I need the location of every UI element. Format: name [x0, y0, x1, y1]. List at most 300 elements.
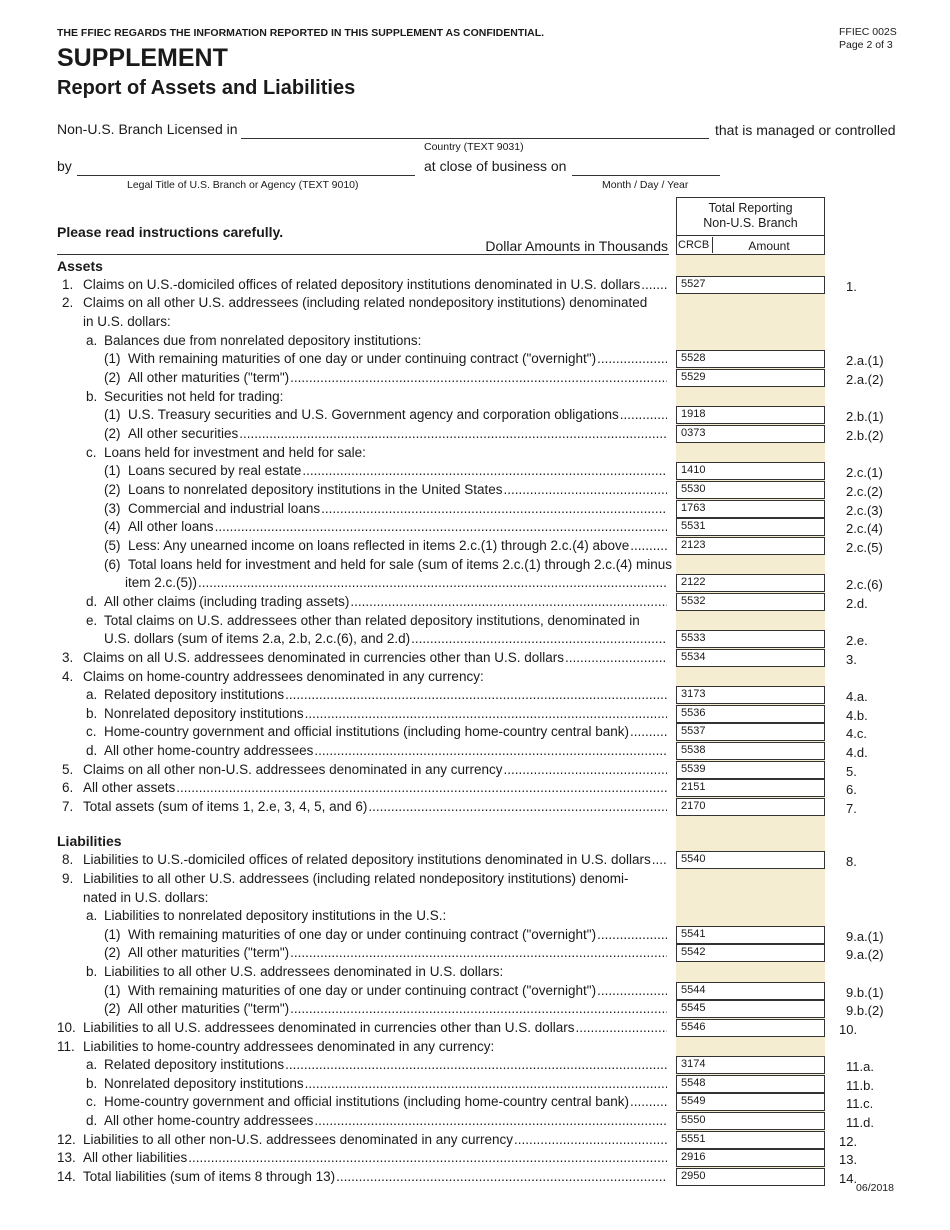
crcb-code: 5548 [676, 1075, 713, 1093]
item-reference: 4.d. [846, 745, 868, 760]
item-reference: 2.a.(2) [846, 372, 884, 387]
line-item-caption [83, 314, 171, 329]
dot-leader [576, 1020, 667, 1035]
line-item [0, 481, 950, 500]
amount-input[interactable] [712, 723, 825, 741]
line-item [0, 1019, 950, 1038]
date-input[interactable] [572, 175, 720, 176]
line-item-caption [83, 295, 647, 310]
line-item-caption [128, 519, 668, 534]
licensed-label: Non-U.S. Branch Licensed in [57, 121, 238, 137]
line-item-number: 10. [57, 1020, 76, 1035]
item-reference: 9.b.(1) [846, 985, 884, 1000]
dot-leader [176, 780, 667, 795]
dot-leader [652, 852, 667, 867]
line-item-caption [104, 1076, 668, 1091]
dot-leader [285, 1057, 667, 1072]
line-item [0, 369, 950, 388]
line-item [0, 779, 950, 798]
date-caption: Month / Day / Year [602, 179, 689, 191]
line-item-number: (4) [104, 519, 121, 534]
crcb-code: 5537 [676, 723, 713, 741]
line-item-text: Home-country government and official institutions (including home-country central bank) [104, 724, 630, 739]
page-title: SUPPLEMENT [57, 44, 228, 72]
line-item-caption [104, 964, 503, 979]
crcb-code: 5540 [676, 851, 713, 869]
amount-input[interactable] [712, 1056, 825, 1074]
line-item-text: Loans to nonrelated depository institutions in the United States [128, 482, 503, 497]
item-reference: 2.c.(1) [846, 465, 883, 480]
line-item [0, 1075, 950, 1094]
line-item-number: 14. [57, 1169, 76, 1184]
line-item-number: a. [86, 908, 98, 923]
line-item [0, 851, 950, 870]
line-item-number: d. [86, 1113, 98, 1128]
line-item-text: Liabilities to nonrelated depository institutions in the U.S.: [104, 908, 447, 923]
line-item-text: Total loans held for investment and held for sale (sum of items 2.c.(1) through 2.c.(4) minus [128, 557, 673, 572]
amount-input[interactable] [712, 649, 825, 667]
line-item [0, 982, 950, 1001]
amount-input[interactable] [712, 276, 825, 294]
line-item [0, 425, 950, 444]
item-reference: 12. [839, 1134, 858, 1149]
line-item-text: All other loans [128, 519, 214, 534]
line-item-text: All other home-country addressees [104, 1113, 314, 1128]
revision-date: 06/2018 [856, 1182, 894, 1194]
line-item-number: e. [86, 613, 98, 628]
line-item-text: All other securities [128, 426, 239, 441]
line-item-text: Securities not held for trading: [104, 389, 284, 404]
line-item-caption [104, 706, 668, 721]
assets-heading: Assets [57, 258, 103, 274]
line-item-text: Related depository institutions [104, 687, 285, 702]
line-item-number: 3. [62, 650, 74, 665]
item-reference: 3. [846, 652, 857, 667]
dot-leader [215, 519, 667, 534]
dot-leader [336, 1169, 667, 1184]
crcb-code: 5551 [676, 1131, 713, 1149]
crcb-code: 5529 [676, 369, 713, 387]
amount-input[interactable] [712, 350, 825, 368]
item-reference: 1. [846, 279, 857, 294]
item-reference: 2.d. [846, 596, 868, 611]
line-item-caption [104, 743, 668, 758]
line-item-caption [128, 501, 668, 516]
amount-input[interactable] [712, 406, 825, 424]
line-item-number: (2) [104, 370, 121, 385]
line-item [0, 294, 950, 313]
line-item-number: a. [86, 687, 98, 702]
crcb-code: 2950 [676, 1168, 713, 1186]
line-item-text: nated in U.S. dollars: [83, 890, 209, 905]
amount-input[interactable] [712, 705, 825, 723]
item-reference: 2.c.(3) [846, 503, 883, 518]
page-subtitle: Report of Assets and Liabilities [57, 77, 356, 99]
line-item-text: Liabilities to all other U.S. addressees (including related nondepository institutions) denomi- [83, 871, 629, 886]
by-label: by [57, 158, 72, 174]
line-item [0, 1112, 950, 1131]
crcb-code: 5546 [676, 1019, 713, 1037]
item-reference: 2.c.(2) [846, 484, 883, 499]
amount-input[interactable] [712, 1149, 825, 1167]
line-item [0, 574, 950, 593]
amount-input[interactable] [712, 593, 825, 611]
line-item-number: 6. [62, 780, 74, 795]
line-item-caption [104, 724, 668, 739]
line-item-caption [104, 631, 668, 646]
line-item-number: 5. [62, 762, 74, 777]
amount-input[interactable] [712, 1112, 825, 1130]
crcb-code: 5534 [676, 649, 713, 667]
line-item [0, 1168, 950, 1187]
amount-input[interactable] [712, 944, 825, 962]
dot-leader [503, 762, 667, 777]
amount-input[interactable] [712, 926, 825, 944]
amount-input[interactable] [712, 851, 825, 869]
crcb-code: 1763 [676, 500, 713, 518]
item-reference: 5. [846, 764, 857, 779]
crcb-code: 5536 [676, 705, 713, 723]
line-item-caption [128, 482, 668, 497]
line-item [0, 686, 950, 705]
line-item [0, 556, 950, 575]
dot-leader [290, 945, 667, 960]
item-reference: 4.a. [846, 689, 868, 704]
amount-input[interactable] [712, 779, 825, 797]
amount-input[interactable] [712, 630, 825, 648]
dot-leader [514, 1132, 667, 1147]
line-item-caption [83, 669, 484, 684]
line-item-text: Liabilities to all U.S. addressees denominated in currencies other than U.S. dollars [83, 1020, 575, 1035]
line-item-number: 1. [62, 277, 74, 292]
amount-input[interactable] [712, 1168, 825, 1186]
line-item-caption [83, 1039, 494, 1054]
line-item-caption [128, 945, 668, 960]
item-reference: 11.a. [846, 1059, 874, 1074]
line-item-caption [83, 650, 668, 665]
line-item-caption [128, 927, 668, 942]
crcb-code: 5528 [676, 350, 713, 368]
line-item-number: d. [86, 594, 98, 609]
line-item-caption [83, 890, 208, 905]
dot-leader [597, 927, 667, 942]
line-item-text: U.S. dollars (sum of items 2.a, 2.b, 2.c.(6), and 2.d) [104, 631, 411, 646]
line-item [0, 388, 950, 407]
line-item [0, 406, 950, 425]
dot-leader [641, 277, 667, 292]
item-reference: 9.a.(2) [846, 947, 884, 962]
amount-input[interactable] [712, 1131, 825, 1149]
line-item-text: All other maturities ("term") [128, 1001, 290, 1016]
line-item-caption [83, 277, 668, 292]
line-item [0, 313, 950, 332]
dot-leader [630, 724, 667, 739]
line-item-text: Nonrelated depository institutions [104, 1076, 304, 1091]
crcb-code: 5544 [676, 982, 713, 1000]
close-of-business-label: at close of business on [424, 158, 567, 174]
amount-input[interactable] [712, 1075, 825, 1093]
line-item-text: Liabilities to home-country addressees denominated in any currency: [83, 1039, 495, 1054]
line-item-number: c. [86, 1094, 97, 1109]
item-reference: 2.c.(6) [846, 577, 883, 592]
line-item-number: (1) [104, 983, 121, 998]
line-item [0, 444, 950, 463]
item-reference: 2.e. [846, 633, 868, 648]
crcb-code: 0373 [676, 425, 713, 443]
crcb-code: 5550 [676, 1112, 713, 1130]
dot-leader [285, 687, 667, 702]
line-item-number: b. [86, 1076, 98, 1091]
crcb-code: 3173 [676, 686, 713, 704]
line-item-number: (1) [104, 351, 121, 366]
line-item-number: c. [86, 724, 97, 739]
line-item-caption [128, 351, 668, 366]
line-item-number: 9. [62, 871, 74, 886]
line-item [0, 350, 950, 369]
line-item-caption [128, 426, 668, 441]
confidential-notice: THE FFIEC REGARDS THE INFORMATION REPORTED IN THIS SUPPLEMENT AS CONFIDENTIAL. [57, 27, 545, 39]
item-reference: 11.c. [846, 1096, 874, 1111]
crcb-code: 1410 [676, 462, 713, 480]
line-item [0, 944, 950, 963]
amount-input[interactable] [712, 425, 825, 443]
line-item-caption [83, 1169, 668, 1184]
dot-leader [597, 983, 667, 998]
dot-leader [314, 1113, 667, 1128]
line-item-text: Loans held for investment and held for sale: [104, 445, 366, 460]
header-rule [57, 254, 669, 255]
amount-input[interactable] [712, 369, 825, 387]
line-item-text: All other claims (including trading assets) [104, 594, 350, 609]
line-item-number: (2) [104, 1001, 121, 1016]
line-item-caption [83, 1132, 668, 1147]
item-reference: 9.a.(1) [846, 929, 884, 944]
crcb-code: 2122 [676, 574, 713, 592]
line-item-caption [128, 538, 668, 553]
crcb-code: 3174 [676, 1056, 713, 1074]
item-reference: 11.d. [846, 1115, 874, 1130]
dot-leader [305, 706, 667, 721]
amount-input[interactable] [712, 686, 825, 704]
line-item-caption [128, 463, 668, 478]
dot-leader [198, 575, 667, 590]
item-reference: 2.b.(2) [846, 428, 884, 443]
line-item-caption [104, 594, 668, 609]
amount-input[interactable] [712, 481, 825, 499]
crcb-code: 5532 [676, 593, 713, 611]
item-reference: 4.c. [846, 726, 867, 741]
line-item-text: All other home-country addressees [104, 743, 314, 758]
line-item-text: Related depository institutions [104, 1057, 285, 1072]
item-reference: 2.c.(4) [846, 521, 883, 536]
line-item-caption [83, 871, 629, 886]
line-item [0, 1131, 950, 1150]
item-reference: 2.b.(1) [846, 409, 884, 424]
crcb-code: 5549 [676, 1093, 713, 1111]
item-reference: 2.c.(5) [846, 540, 883, 555]
line-item [0, 1000, 950, 1019]
dot-leader [305, 1076, 667, 1091]
line-item-caption [83, 1150, 668, 1165]
line-item-caption [128, 1001, 668, 1016]
line-item-number: (2) [104, 426, 121, 441]
crcb-code: 5542 [676, 944, 713, 962]
line-item-text: Liabilities to U.S.-domiciled offices of related depository institutions denominated in U.S. dollars [83, 852, 651, 867]
line-item-number: b. [86, 964, 98, 979]
line-item-number: (2) [104, 945, 121, 960]
line-item-number: 13. [57, 1150, 76, 1165]
line-item-number: 4. [62, 669, 74, 684]
line-item-text: U.S. Treasury securities and U.S. Government agency and corporation obligations [128, 407, 619, 422]
line-item-number: a. [86, 1057, 98, 1072]
line-item [0, 889, 950, 908]
line-item-number: 2. [62, 295, 74, 310]
managed-label: that is managed or controlled [715, 122, 896, 138]
amount-input[interactable] [712, 1000, 825, 1018]
line-item-number: (6) [104, 557, 121, 572]
line-item-caption [104, 333, 421, 348]
line-item-text: Claims on all U.S. addressees denominated in currencies other than U.S. dollars [83, 650, 564, 665]
amount-input[interactable] [712, 462, 825, 480]
crcb-code: 5539 [676, 761, 713, 779]
line-item-text: Less: Any unearned income on loans reflected in items 2.c.(1) through 2.c.(4) above [128, 538, 630, 553]
line-item-text: Nonrelated depository institutions [104, 706, 304, 721]
line-item-text: Total claims on U.S. addressees other than related depository institutions, denominated in [104, 613, 640, 628]
line-item-caption [104, 687, 668, 702]
line-item [0, 537, 950, 556]
dot-leader [302, 463, 667, 478]
line-item [0, 630, 950, 649]
line-item-number: d. [86, 743, 98, 758]
line-item-text: All other maturities ("term") [128, 945, 290, 960]
crcb-code: 2151 [676, 779, 713, 797]
crcb-code: 2916 [676, 1149, 713, 1167]
crcb-code: 2123 [676, 537, 713, 555]
line-item [0, 518, 950, 537]
line-item-text: All other maturities ("term") [128, 370, 290, 385]
dot-leader [565, 650, 667, 665]
line-item-caption [83, 1020, 668, 1035]
line-item [0, 870, 950, 889]
amount-input[interactable] [712, 1093, 825, 1111]
line-item-number: 11. [57, 1039, 75, 1054]
dot-leader [314, 743, 667, 758]
line-item-text: Balances due from nonrelated depository institutions: [104, 333, 422, 348]
line-item-text: Loans secured by real estate [128, 463, 302, 478]
form-number-block [839, 26, 897, 52]
line-item-caption [104, 613, 640, 628]
line-item [0, 761, 950, 780]
amount-input[interactable] [712, 798, 825, 816]
dot-leader [597, 351, 667, 366]
item-reference: 4.b. [846, 708, 868, 723]
line-item-caption [125, 575, 668, 590]
line-item-number: c. [86, 445, 97, 460]
dot-leader [504, 482, 668, 497]
item-reference: 13. [839, 1152, 858, 1167]
line-item-number: b. [86, 389, 98, 404]
line-item-caption [104, 1113, 668, 1128]
amount-input[interactable] [712, 982, 825, 1000]
item-reference: 9.b.(2) [846, 1003, 884, 1018]
country-caption: Country (TEXT 9031) [424, 141, 524, 153]
dot-leader [321, 501, 667, 516]
line-item-text: item 2.c.(5)) [125, 575, 198, 590]
line-item-caption [104, 1057, 668, 1072]
line-item-text: With remaining maturities of one day or under continuing contract ("overnight") [128, 927, 597, 942]
dot-leader [290, 1001, 667, 1016]
amount-input[interactable] [712, 742, 825, 760]
legal-title-caption: Legal Title of U.S. Branch or Agency (TEXT 9010) [127, 179, 359, 191]
line-item [0, 612, 950, 631]
amount-input[interactable] [712, 574, 825, 592]
line-item [0, 1056, 950, 1075]
dot-leader [350, 594, 667, 609]
amount-column-label: Amount [748, 239, 790, 253]
line-item-text: Commercial and industrial loans [128, 501, 321, 516]
country-input[interactable] [241, 138, 709, 139]
line-item-number: (3) [104, 501, 121, 516]
crcb-code: 2170 [676, 798, 713, 816]
line-item-text: With remaining maturities of one day or under continuing contract ("overnight") [128, 983, 597, 998]
dot-leader [368, 799, 667, 814]
legal-title-input[interactable] [77, 175, 415, 176]
line-item [0, 332, 950, 351]
amount-input[interactable] [712, 761, 825, 779]
dot-leader [620, 407, 667, 422]
line-item-caption [83, 799, 668, 814]
item-reference: 10. [839, 1022, 858, 1037]
liabilities-heading: Liabilities [57, 833, 122, 849]
item-reference: 11.b. [846, 1078, 874, 1093]
dot-leader [630, 538, 667, 553]
dot-leader [239, 426, 667, 441]
crcb-column-label: CRCB [678, 239, 710, 251]
item-reference: 2.a.(1) [846, 353, 884, 368]
crcb-code: 1918 [676, 406, 713, 424]
line-item-number: b. [86, 706, 98, 721]
line-item-text: in U.S. dollars: [83, 314, 171, 329]
line-item-caption [83, 852, 668, 867]
line-item [0, 500, 950, 519]
line-item [0, 742, 950, 761]
line-item [0, 1093, 950, 1112]
column-header-divider [676, 235, 825, 236]
line-item-caption [128, 983, 668, 998]
amount-input[interactable] [712, 500, 825, 518]
line-item [0, 649, 950, 668]
amount-input[interactable] [712, 518, 825, 536]
amount-input[interactable] [712, 537, 825, 555]
line-item-text: Claims on all other non-U.S. addressees denominated in any currency [83, 762, 503, 777]
line-item [0, 963, 950, 982]
line-item-caption [83, 780, 668, 795]
crcb-code: 5538 [676, 742, 713, 760]
item-reference: 14. [839, 1171, 858, 1186]
page-label: Page 2 of 3 [839, 39, 893, 51]
line-item [0, 798, 950, 817]
line-item [0, 723, 950, 742]
line-item-number: (1) [104, 927, 121, 942]
line-item-text: Claims on home-country addressees denominated in any currency: [83, 669, 484, 684]
line-item-text: Liabilities to all other non-U.S. addressees denominated in any currency [83, 1132, 513, 1147]
line-item [0, 907, 950, 926]
line-item-number: (2) [104, 482, 121, 497]
crcb-code: 5533 [676, 630, 713, 648]
line-item [0, 1038, 950, 1057]
amount-input[interactable] [712, 1019, 825, 1037]
line-item-number: a. [86, 333, 98, 348]
